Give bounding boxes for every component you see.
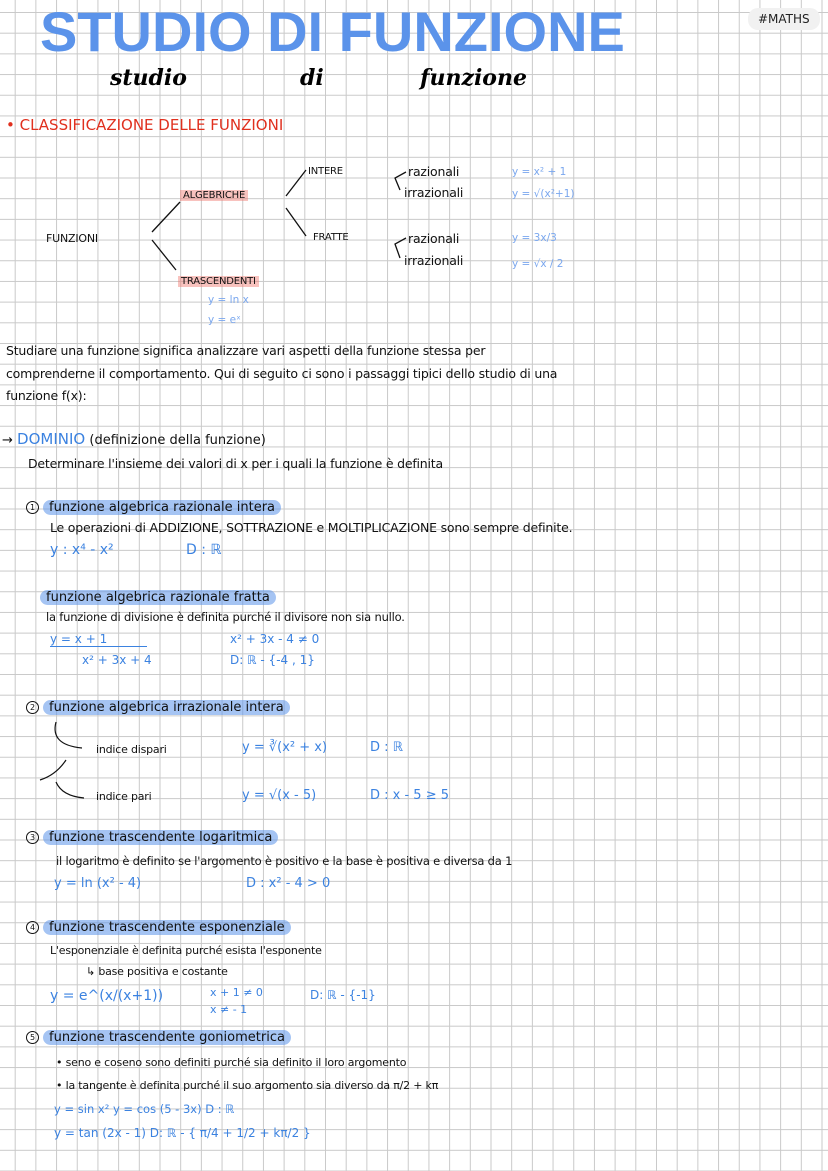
dominio-label: DOMINIO <box>17 430 86 448</box>
indice-dispari: indice dispari <box>96 743 167 756</box>
section-4-text: L'esponenziale è definita purché esista l'esponente <box>50 944 322 957</box>
title-script-1: studio <box>110 65 187 91</box>
indice-pari: indice pari <box>96 790 152 803</box>
section-title-text: funzione algebrica irrazionale intera <box>43 700 290 715</box>
tree-intere: INTERE <box>308 166 343 177</box>
section-3-domain: D : x² - 4 > 0 <box>246 876 331 891</box>
section-5-bullet-1: • seno e coseno sono definiti purché sia definito il loro argomento <box>56 1056 407 1069</box>
fraction-denominator: x² + 3x + 4 <box>82 653 152 667</box>
section-4-domain: D: ℝ - {-1} <box>310 988 376 1002</box>
section-3-example: y = ln (x² - 4) <box>54 876 142 891</box>
example-int-raz: y = x² + 1 <box>512 166 567 178</box>
section-5-bullet-2: • la tangente è definita purché il suo argomento sia diverso da π/2 + kπ <box>56 1079 439 1092</box>
section-1-text: Le operazioni di ADDIZIONE, SOTTRAZIONE e MOLTIPLICAZIONE sono sempre definite. <box>50 520 573 535</box>
tree-fratte-razionali: razionali <box>408 231 460 246</box>
section-5-example-1: y = sin x² y = cos (5 - 3x) D : ℝ <box>54 1102 235 1116</box>
example-trasc-1: y = ln x <box>208 294 249 306</box>
tree-algebriche: ALGEBRICHE <box>180 190 248 201</box>
section-4-sub: ↳ base positiva e costante <box>86 965 228 978</box>
section-title-text: funzione trascendente esponenziale <box>43 920 291 935</box>
domain-even: D : x - 5 ≥ 5 <box>370 788 450 803</box>
intro-line-1: Studiare una funzione significa analizzare vari aspetti della funzione stessa per <box>6 343 486 358</box>
bullet-text: la tangente è definita purché il suo argomento sia diverso da π/2 + kπ <box>65 1079 439 1092</box>
tree-intere-irrazionali: irrazionali <box>404 185 464 200</box>
tree-trascendenti: TRASCENDENTI <box>178 276 259 287</box>
intro-line-3: funzione f(x): <box>6 388 87 403</box>
bullet-text: seno e coseno sono definiti purché sia definito il loro argomento <box>65 1056 407 1069</box>
section-4-cond-1: x + 1 ≠ 0 <box>210 986 263 999</box>
classification-heading-text: CLASSIFICAZIONE DELLE FUNZIONI <box>19 116 284 134</box>
section-1b-condition: x² + 3x - 4 ≠ 0 <box>230 632 320 646</box>
example-fr-raz: y = 3x/3 <box>512 232 557 244</box>
domain-odd: D : ℝ <box>370 740 403 755</box>
section-1-domain: D : ℝ <box>186 542 222 558</box>
section-number: 1 <box>26 501 39 514</box>
tree-intere-razionali: razionali <box>408 164 460 179</box>
tree-fratte-irrazionali: irrazionali <box>404 253 464 268</box>
section-1b-domain: D: ℝ - {-4 , 1} <box>230 653 315 667</box>
section-5-title <box>26 1030 291 1045</box>
section-4-cond-2: x ≠ - 1 <box>210 1003 248 1016</box>
title-block-letters: STUDIO DI FUNZIONE <box>40 0 625 63</box>
section-3-title <box>26 830 278 845</box>
classification-heading: • CLASSIFICAZIONE DELLE FUNZIONI <box>6 116 284 134</box>
tree-root: FUNZIONI <box>46 232 98 245</box>
example-odd: y = ∛(x² + x) <box>242 740 328 755</box>
example-trasc-2: y = eˣ <box>208 314 241 326</box>
title-script-3: funzione <box>420 65 527 91</box>
title-script-2: di <box>300 65 324 91</box>
section-title-text: funzione trascendente goniometrica <box>43 1030 291 1045</box>
example-even: y = √(x - 5) <box>242 788 317 803</box>
section-1b-text: la funzione di divisione è definita purché il divisore non sia nullo. <box>46 610 405 624</box>
section-title-text: funzione algebrica razionale intera <box>43 500 281 515</box>
arrow-icon: → <box>2 433 13 448</box>
section-5-example-2: y = tan (2x - 1) D: ℝ - { π/4 + 1/2 + kπ/2 } <box>54 1126 311 1140</box>
section-4-title <box>26 920 291 935</box>
section-4-example: y = e^(x/(x+1)) <box>50 988 164 1004</box>
section-title-text: funzione algebrica razionale fratta <box>40 590 276 605</box>
dominio-desc: Determinare l'insieme dei valori di x per i quali la funzione è definita <box>28 456 443 471</box>
example-int-irr: y = √(x²+1) <box>512 188 575 200</box>
fraction-numerator: y = x + 1 <box>50 632 147 647</box>
hashtag-badge[interactable]: #MATHS <box>748 8 820 30</box>
section-title-text: funzione trascendente logaritmica <box>43 830 278 845</box>
section-number: 2 <box>26 701 39 714</box>
section-number: 4 <box>26 921 39 934</box>
section-number: 5 <box>26 1031 39 1044</box>
tree-fratte: FRATTE <box>313 232 349 243</box>
intro-line-2: comprenderne il comportamento. Qui di seguito ci sono i passaggi tipici dello studio di una <box>6 366 558 381</box>
section-1-example: y : x⁴ - x² <box>50 542 114 558</box>
section-4-sub-text: base positiva e costante <box>98 965 228 978</box>
section-3-text: il logaritmo è definito se l'argomento è positivo e la base è positiva e diversa da 1 <box>56 854 513 868</box>
example-fr-irr: y = √x / 2 <box>512 258 564 270</box>
section-number: 3 <box>26 831 39 844</box>
dominio-paren: (definizione della funzione) <box>89 433 266 448</box>
